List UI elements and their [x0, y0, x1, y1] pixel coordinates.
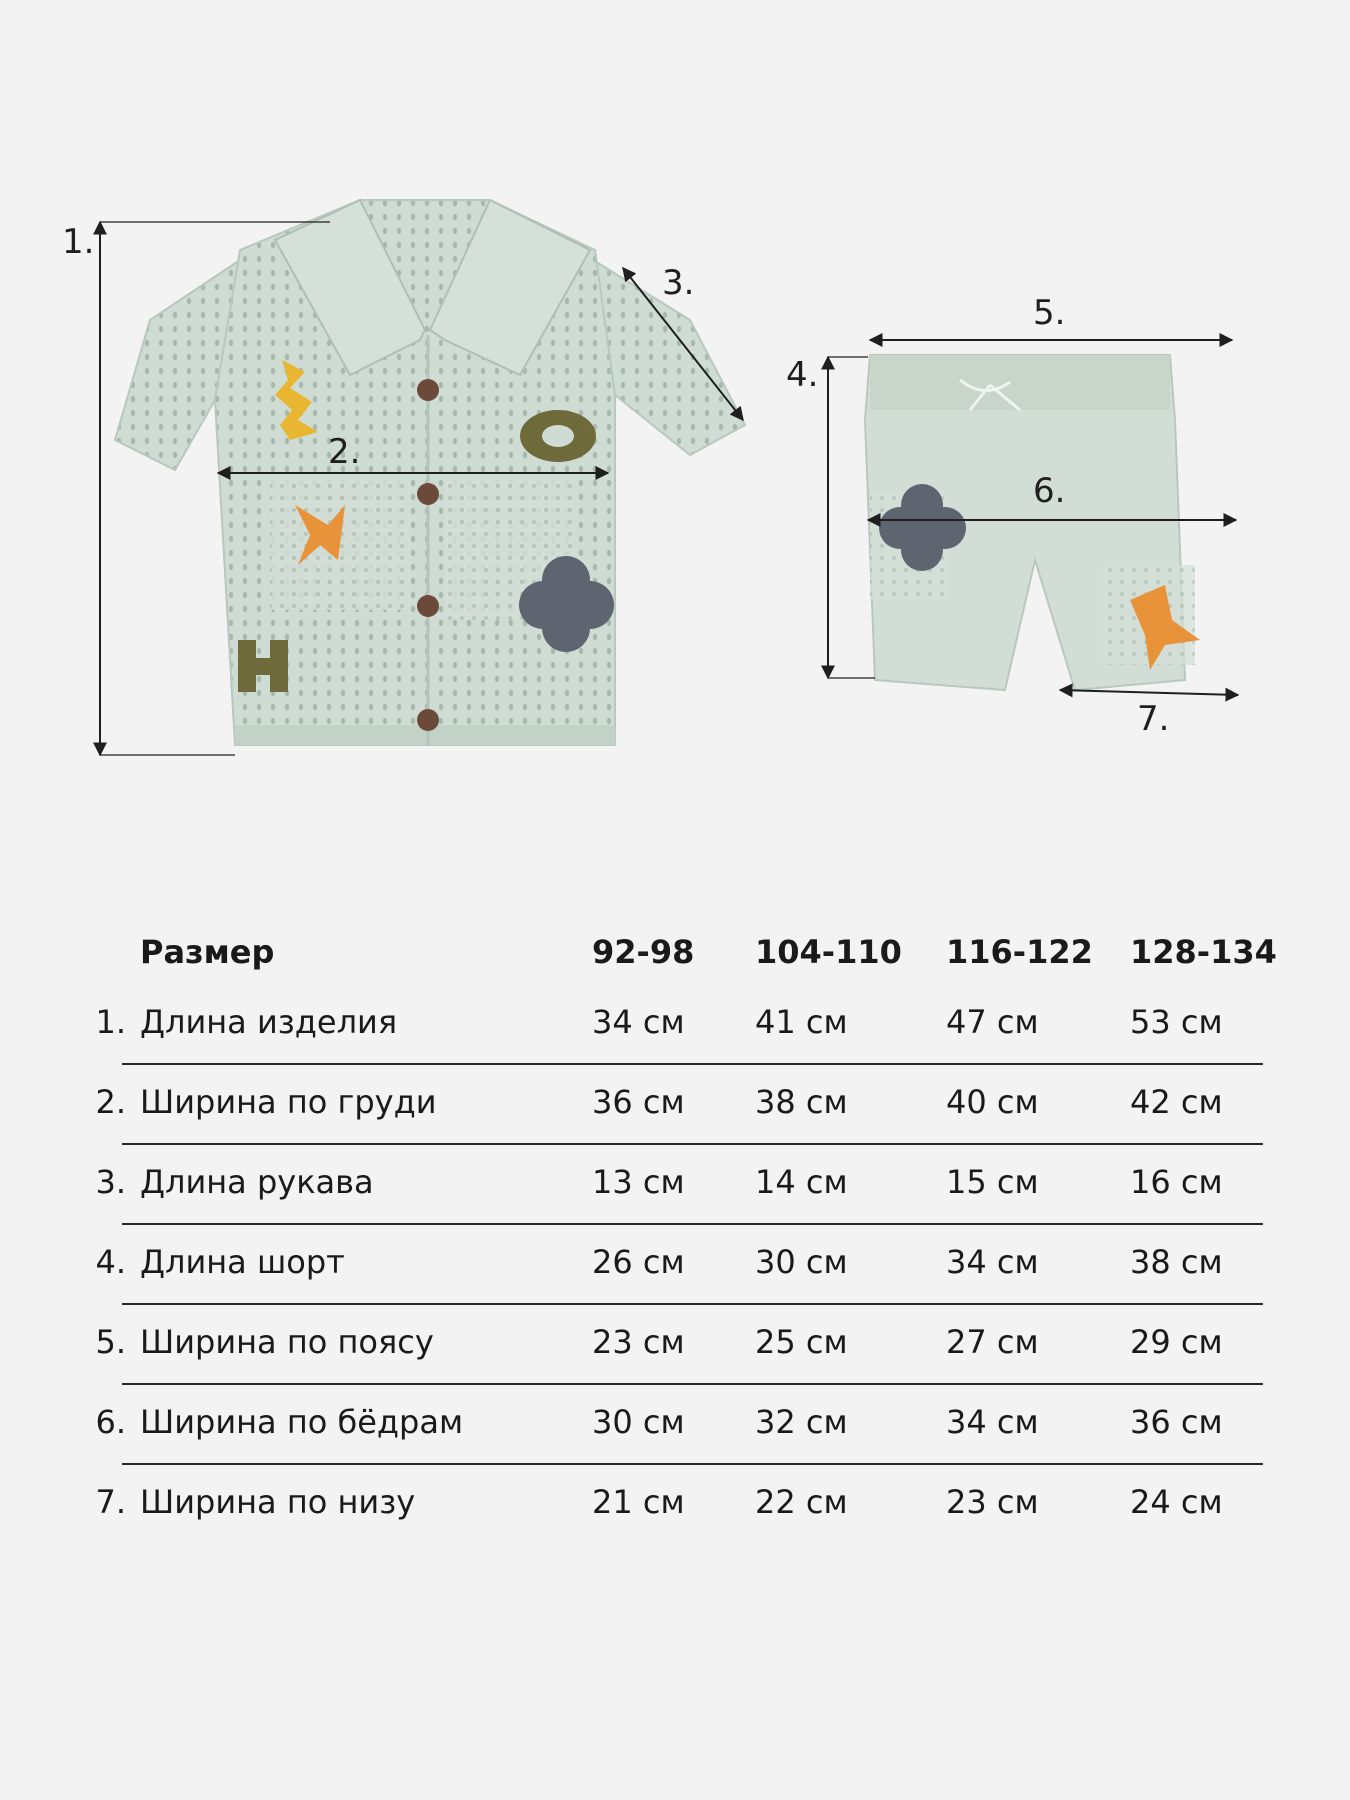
row-parameter: Ширина по поясу [140, 1323, 434, 1361]
measure-label-7: 7. [1137, 699, 1170, 739]
row-value: 36 см [592, 1083, 685, 1121]
measure-label-2: 2. [328, 432, 361, 472]
row-parameter: Ширина по бёдрам [140, 1403, 464, 1441]
row-divider [122, 1143, 1263, 1145]
table-row [0, 1473, 1350, 1533]
shirt-button [417, 709, 439, 731]
row-divider [122, 1303, 1263, 1305]
row-divider [122, 1223, 1263, 1225]
row-value: 16 см [1130, 1163, 1223, 1201]
row-value: 23 см [946, 1483, 1039, 1521]
header-size-2: 104-110 [755, 933, 902, 971]
row-value: 38 см [1130, 1243, 1223, 1281]
header-size-4: 128-134 [1130, 933, 1277, 971]
row-value: 13 см [592, 1163, 685, 1201]
row-value: 32 см [755, 1403, 848, 1441]
measure-label-3: 3. [662, 263, 695, 303]
shirt-button [417, 379, 439, 401]
row-value: 42 см [1130, 1083, 1223, 1121]
row-value: 14 см [755, 1163, 848, 1201]
shirt-button [417, 595, 439, 617]
row-number: 4. [95, 1243, 126, 1281]
row-value: 25 см [755, 1323, 848, 1361]
table-row [0, 1393, 1350, 1453]
row-parameter: Ширина по груди [140, 1083, 437, 1121]
measure-label-1: 1. [62, 222, 95, 262]
row-value: 36 см [1130, 1403, 1223, 1441]
row-number: 1. [95, 1003, 126, 1041]
row-value: 15 см [946, 1163, 1039, 1201]
row-number: 5. [95, 1323, 126, 1361]
row-value: 21 см [592, 1483, 685, 1521]
row-value: 34 см [946, 1403, 1039, 1441]
measure-label-6: 6. [1033, 471, 1066, 511]
row-value: 27 см [946, 1323, 1039, 1361]
row-number: 7. [95, 1483, 126, 1521]
row-value: 34 см [946, 1243, 1039, 1281]
shorts-waistband [870, 355, 1170, 410]
row-value: 41 см [755, 1003, 848, 1041]
table-row [0, 993, 1350, 1053]
row-value: 30 см [755, 1243, 848, 1281]
table-row [0, 1313, 1350, 1373]
shorts [865, 355, 1200, 690]
row-number: 2. [95, 1083, 126, 1121]
row-value: 23 см [592, 1323, 685, 1361]
row-parameter: Длина шорт [140, 1243, 345, 1281]
garment-illustration [0, 0, 1350, 800]
row-value: 34 см [592, 1003, 685, 1041]
table-row [0, 1233, 1350, 1293]
row-divider [122, 1383, 1263, 1385]
row-divider [122, 1463, 1263, 1465]
row-value: 53 см [1130, 1003, 1223, 1041]
row-value: 22 см [755, 1483, 848, 1521]
row-parameter: Длина изделия [140, 1003, 398, 1041]
row-value: 30 см [592, 1403, 685, 1441]
row-value: 38 см [755, 1083, 848, 1121]
measure-label-5: 5. [1033, 293, 1066, 333]
row-value: 29 см [1130, 1323, 1223, 1361]
row-value: 40 см [946, 1083, 1039, 1121]
row-number: 6. [95, 1403, 126, 1441]
header-size-label: Размер [140, 933, 275, 971]
measure-label-4: 4. [786, 355, 819, 395]
row-number: 3. [95, 1163, 126, 1201]
shirt-button [417, 483, 439, 505]
row-parameter: Длина рукава [140, 1163, 374, 1201]
table-row [0, 1073, 1350, 1133]
table-row [0, 1153, 1350, 1213]
header-size-3: 116-122 [946, 933, 1093, 971]
row-value: 26 см [592, 1243, 685, 1281]
header-size-1: 92-98 [592, 933, 695, 971]
size-table-header [0, 915, 1350, 975]
row-divider [122, 1063, 1263, 1065]
row-parameter: Ширина по низу [140, 1483, 416, 1521]
row-value: 47 см [946, 1003, 1039, 1041]
row-value: 24 см [1130, 1483, 1223, 1521]
